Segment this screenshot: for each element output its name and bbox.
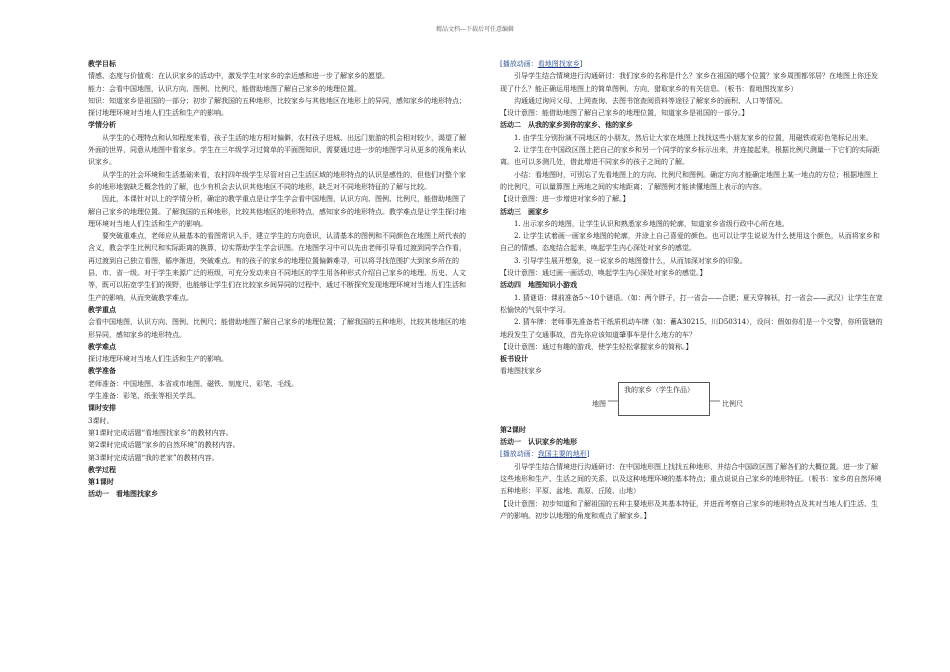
board-design-diagram: [500, 380, 884, 420]
board-label-scale: 比例尺: [722, 399, 743, 408]
body-line: 情感、态度与价值观：在认识家乡的活动中，激发学生对家乡的亲近感和进一步了解家乡的愿望。: [88, 72, 389, 81]
body-paragraph: 2. 猜车牌：老师事先准备若干纸质机动车牌（如：蓄A30215、川D50314），设问：假如你们是一个交警，你所管辖的地段发生了交通事故，首先你应该知道肇事车是什么地方的车？: [500, 318, 883, 339]
section-heading: 教学目标: [88, 59, 116, 68]
section-heading: 活动三 画家乡: [500, 206, 549, 216]
right-column-top: [500, 58, 884, 378]
animation-suffix: ]: [579, 60, 583, 68]
section-heading: 第2课时: [500, 424, 526, 434]
body-paragraph: 2. 让学生在中国政区图上把自己的家乡和另一个同学的家乡标示出来，并连接起来，根据比例尺测量一下它们的实际距离。也可以多测几处，借此增进不同家乡的孩子之间的了解。: [500, 146, 880, 167]
body-paragraph: 从学生的社会环境和生活基础来看，农村四年级学生尽管对自己生活区域的地形特点的认识是感性的，但他们对整个家乡的地形地貌缺乏概念性的了解，也少有机会去认识其他地区不同的地形，缺乏对不同地形特征的了解与比较。: [88, 170, 466, 191]
body-line: 【设计意图：通过画一画活动，唤起学生内心深处对家乡的感觉。】: [500, 269, 707, 278]
section-heading: 活动一 看地图找家乡: [88, 489, 158, 499]
header-note: 精品文档---下载后可任意编辑: [435, 26, 515, 33]
body-paragraph: 1. 猜谜语：课前准备5～10个谜语。（如：两个胖子，打一省会——合肥；夏天穿棉袄，打一省会——武汉）让学生在宽松愉快的气氛中学习。: [500, 293, 883, 314]
body-line: 3课时。: [88, 416, 114, 425]
body-line: 【设计意图：通过有趣的游戏，使学生轻松掌握家乡的简称。】: [500, 342, 693, 351]
section-heading: 教学重点: [88, 304, 116, 314]
body-paragraph: 沟通通过询问父母、上网查询、去图书馆查阅资料等途径了解家乡的面积、人口等情况。: [514, 96, 787, 105]
animation-cue: [500, 448, 884, 460]
body-paragraph: 要突破重难点，老师应从最基本的看图常识入手，建立学生的方向意识，认清基本的图例和不同颜色在地图上所代表的含义，教会学生比例尺和实际距离的换算，切实帮助学生学会识图。在地图学习中可以先由老师引导看过渡到同学合作看，再过渡到自己独立看图，循序渐进，突破难点。有的孩子的家乡的地理位置偏僻难寻，可以将寻找范围扩大到家乡所在的县、市、省一级。对于学生来源广泛的班级，可充分发动来自不同地区的学生用各种形式介绍自己家乡的地理、历史、人文等，既可以拓宽学生们的视野，也能够让学生们在比较家乡间异同的过程中，通过不断探究发现地理环境对当地人们生活和生产的影响，从而突破教学难点。: [88, 232, 466, 302]
body-line: 第3课时完成话题“我的老家”的教材内容。: [88, 453, 219, 462]
section-heading: 活动四 地图知识小游戏: [500, 280, 577, 290]
body-line: 看地图找家乡: [500, 367, 542, 376]
body-paragraph: 1. 出示家乡的地图，让学生认识和熟悉家乡地图的轮廓，知道家乡省级行政中心所在地。: [514, 219, 789, 228]
animation-prefix: [播放动画：: [500, 450, 538, 459]
body-line: 老师准备：中国地图、本省或市地图、磁铁、刻度尺、彩笔、毛线。: [88, 379, 298, 388]
section-heading: 课时安排: [88, 403, 116, 413]
body-paragraph: 3. 引导学生展开想象，说一说家乡的地图像什么，从而加深对家乡的印象。: [514, 256, 747, 265]
right-column-bottom: [500, 424, 889, 522]
right-column: [500, 58, 889, 522]
section-heading: 教学难点: [88, 341, 116, 351]
animation-cue: [500, 58, 884, 70]
body-line: 知识：知道家乡是祖国的一部分；初步了解我国的五种地形，比较家乡与其他地区在地形上的异同，感知家乡的地形特点；探讨地理环境对当地人们生活和生产的影响。: [88, 96, 466, 118]
body-line: 学生准备：彩笔、纸张等相关学具。: [88, 392, 200, 401]
body-paragraph: 小结：看地图时，可别忘了先看地图上的方向、比例尺和图例。确定方向才能确定地图上某一地点的方位；根据地图上的比例尺，可以量算图上两地之间的实地距离；了解图例才能读懂地图上表示的内容。: [500, 170, 878, 191]
body-line: 能力：会看中国地图，认识方向、图例、比例尺，能借助地图了解自己家乡的地理位置。: [88, 84, 361, 93]
animation-prefix: [播放动画：: [500, 60, 538, 68]
body-line: 【设计意图：进一步增进对家乡的了解。】: [500, 195, 630, 204]
body-paragraph: 引导学生结合情境进行沟通研讨：在中国地形图上找找五种地形，并结合中国政区图了解各们的大概位置。进一步了解这些地形和生产、生活之间的关系，以及这种地理环境的基本特点；重点说说自己家乡的地形特征。（板书：家乡的自然环境 五种地形：平原、盆地、高原、丘陵、山地）: [500, 462, 889, 496]
animation-suffix: ]: [586, 450, 590, 459]
section-heading: 板书设计: [500, 354, 528, 364]
section-heading: 活动二 从我的家乡到你的家乡、他的家乡: [500, 120, 633, 130]
body-line: 探讨地理环境对当地人们生活和生产的影响。: [88, 355, 228, 364]
body-paragraph: 1. 由学生分别扮演不同地区的小朋友，然后让大家在地图上找找这些小朋友家乡的位置，用磁铁或彩色笔标记出来。: [514, 133, 873, 142]
section-heading: 活动一 认识家乡的地形: [500, 437, 577, 447]
section-heading: 教学准备: [88, 366, 116, 376]
section-heading: 教学过程: [88, 464, 116, 474]
body-paragraph: 因此，本课针对以上的学情分析，确定的教学重点是让学生学会看中国地图，认识方向、图例、比例尺，能借助地图了解自己家乡的地理位置。了解我国的五种地形，比较其他地区的地形特点，感知家乡的地形特点。教学难点是让学生探讨地理环境对当地人们生活和生产的影响。: [88, 195, 466, 228]
board-label-map: 地图: [592, 399, 606, 408]
animation-link[interactable]: 我国主要的地形: [537, 450, 587, 459]
board-box-hometown: 我的家乡（学生作品）: [618, 382, 710, 416]
body-paragraph: 2. 让学生试着画一画家乡地图的轮廓，并涂上自己喜爱的颜色。也可以让学生说说为什么使用这个颜色，从而将家乡和自己的情感、态度结合起来，唤起学生内心深处对家乡的感觉。: [500, 232, 880, 253]
section-heading: 第1课时: [88, 477, 114, 487]
section-heading: 学情分析: [88, 120, 116, 130]
body-paragraph: 从学生的心理特点和认知程度来看，孩子生活的地方相对偏僻，农村孩子进城、出远门旅游的机会相对较少，渴望了解外面的世界，同意从地图中看家乡。学生在三年级学习过简单的平面图知识，需要通过进一步的地图学习从更多的视角来认识家乡。: [88, 133, 466, 167]
animation-link[interactable]: 看地图找家乡: [537, 60, 580, 68]
body-line: 【设计意图：初步知道和了解祖国的五种主要地形及其基本特征，并进而考察自己家乡的地形特点及其对当地人们生活、生产的影响。初步以地理的角度和观点了解家乡。】: [500, 499, 878, 520]
body-line: 第1课时完成话题“看地图找家乡”的教材内容。: [88, 428, 233, 437]
left-column: [88, 58, 472, 501]
body-line: 会看中国地图，认识方向、图例、比例尺；能借助地图了解自己家乡的地理位置；了解我国的五种地形，比较其他地区的地形异同，感知家乡的地形特点。: [88, 318, 466, 339]
body-line: 第2课时完成话题“家乡的自然环境”的教材内容。: [88, 441, 240, 450]
body-paragraph: 引导学生结合情境进行沟通研讨：我们家乡的名称是什么？家乡在祖国的哪个位置？家乡周围都邻居？在地图上你还发现了什么？能正确运用地图上的简单图例、方向，猎取家乡的有关信息。（板书：看地图找家乡）: [500, 72, 878, 93]
body-line: 【设计意图：能借助地图了解自己家乡的地理位置，知道家乡是祖国的一部分。】: [500, 109, 749, 118]
